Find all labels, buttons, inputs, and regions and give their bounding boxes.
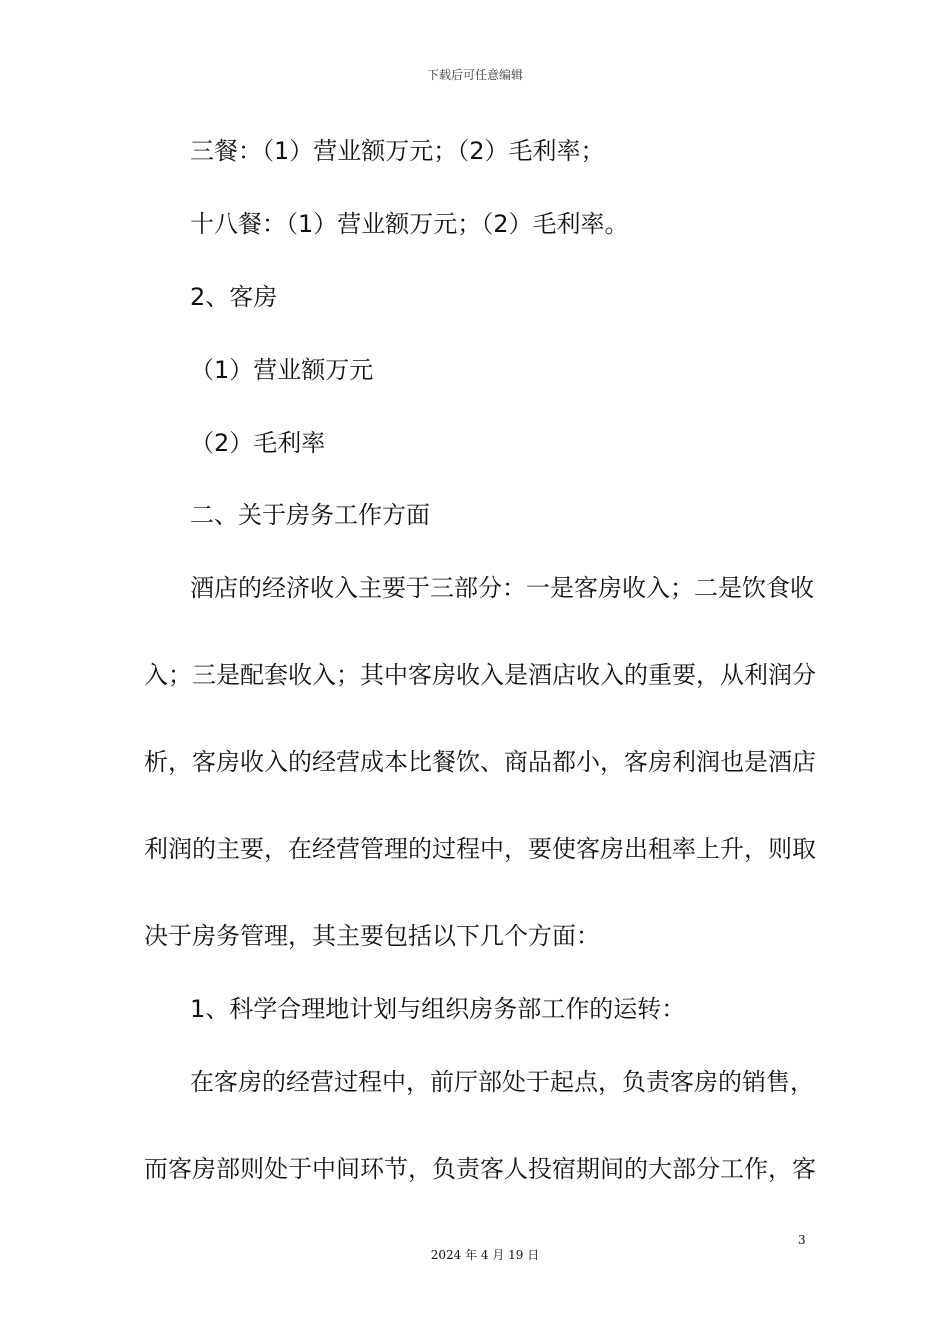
section-heading: 二、关于房务工作方面 [190,501,430,529]
paragraph2-line-2: 而客房部则处于中间环节，负责客人投宿期间的大部分工作，客 [144,1155,816,1183]
text-line-3: 2、客房 [190,283,278,311]
text-line-1: 三餐：（1）营业额万元；（2）毛利率； [190,137,605,165]
text-line-5: （2）毛利率 [190,429,326,457]
paragraph-line-1: 酒店的经济收入主要于三部分：一是客房收入；二是饮食收 [190,574,814,602]
text-line-2: 十八餐：（1）营业额万元；（2）毛利率。 [190,210,629,238]
paragraph2-line-1: 在客房的经营过程中，前厅部处于起点，负责客房的销售， [190,1068,814,1096]
paragraph-line-2: 入；三是配套收入；其中客房收入是酒店收入的重要，从利润分 [144,661,816,689]
page-header: 下载后可任意编辑 [426,68,523,82]
paragraph-line-5: 决于房务管理，其主要包括以下几个方面： [144,922,600,950]
text-line-4: （1）营业额万元 [190,356,374,384]
footer-date: 2024 年 4 月 19 日 [430,1248,540,1262]
page-number: 3 [798,1233,806,1247]
paragraph-line-4: 利润的主要，在经营管理的过程中，要使客房出租率上升，则取 [144,835,816,863]
paragraph-line-3: 析，客房收入的经营成本比餐饮、商品都小，客房利润也是酒店 [144,748,816,776]
subsection-heading: 1、科学合理地计划与组织房务部工作的运转： [190,995,686,1023]
